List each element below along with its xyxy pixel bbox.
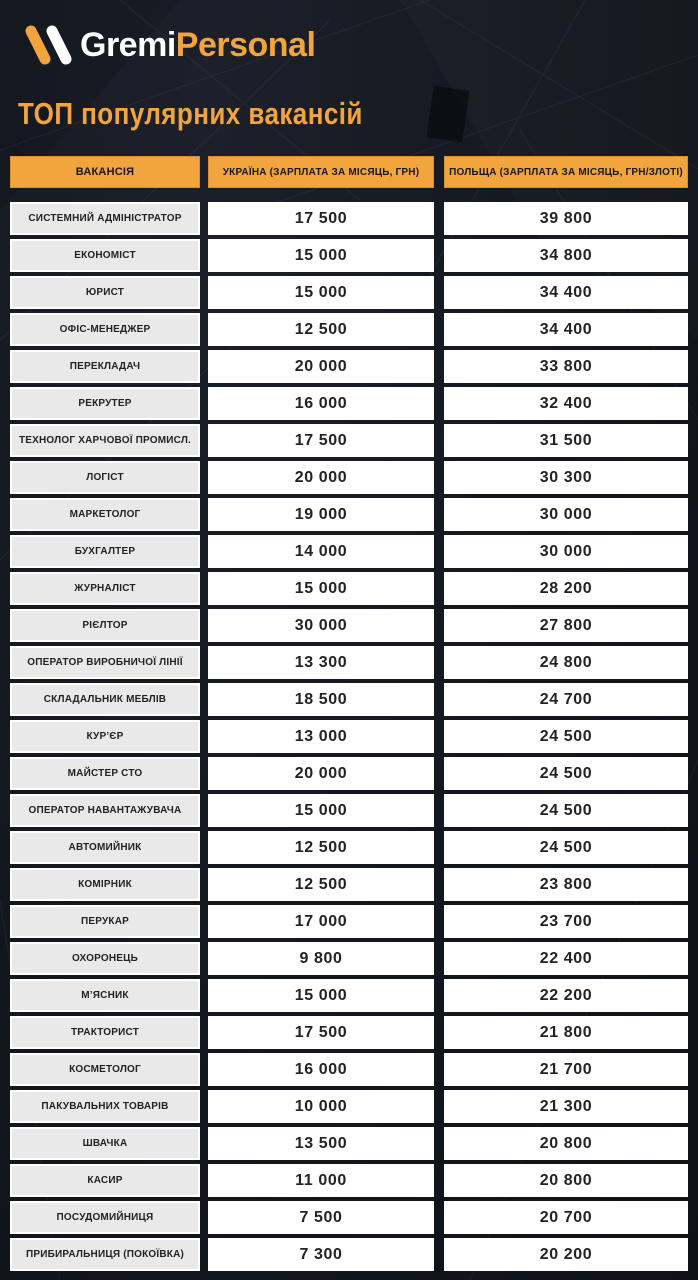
vacancy-cell: ОПЕРАТОР НАВАНТАЖУВАЧА bbox=[10, 794, 200, 827]
table-row bbox=[10, 757, 688, 790]
vacancy-cell: ШВАЧКА bbox=[10, 1127, 200, 1160]
table-row bbox=[10, 239, 688, 272]
poland-salary-cell: 24 500 bbox=[444, 757, 688, 790]
table-row bbox=[10, 1127, 688, 1160]
poland-salary-cell: 27 800 bbox=[444, 609, 688, 642]
poland-salary-cell: 34 400 bbox=[444, 313, 688, 346]
vacancy-cell: КОСМЕТОЛОГ bbox=[10, 1053, 200, 1086]
ukraine-salary-cell: 17 500 bbox=[208, 1016, 434, 1049]
ukraine-salary-cell: 15 000 bbox=[208, 794, 434, 827]
poland-salary-cell: 20 800 bbox=[444, 1127, 688, 1160]
ukraine-salary-cell: 17 500 bbox=[208, 424, 434, 457]
logo-text-primary: Gremi bbox=[80, 26, 176, 64]
vacancy-cell: КАСИР bbox=[10, 1164, 200, 1197]
logo bbox=[18, 24, 680, 66]
poland-salary-cell: 28 200 bbox=[444, 572, 688, 605]
vacancy-cell: ОХОРОНЕЦЬ bbox=[10, 942, 200, 975]
vacancy-cell: МАРКЕТОЛОГ bbox=[10, 498, 200, 531]
ukraine-salary-cell: 15 000 bbox=[208, 239, 434, 272]
table-row bbox=[10, 794, 688, 827]
column-header-poland: ПОЛЬЩА (ЗАРПЛАТА ЗА МІСЯЦЬ, ГРН/ЗЛОТІ) bbox=[444, 156, 688, 188]
header bbox=[0, 0, 698, 132]
ukraine-salary-cell: 12 500 bbox=[208, 831, 434, 864]
poland-salary-cell: 24 800 bbox=[444, 646, 688, 679]
ukraine-salary-cell: 20 000 bbox=[208, 461, 434, 494]
poland-salary-cell: 22 400 bbox=[444, 942, 688, 975]
table-row bbox=[10, 868, 688, 901]
logo-text-secondary: Personal bbox=[175, 26, 316, 64]
vacancy-cell: ОПЕРАТОР ВИРОБНИЧОЇ ЛІНІЇ bbox=[10, 646, 200, 679]
table-row bbox=[10, 942, 688, 975]
ukraine-salary-cell: 7 300 bbox=[208, 1238, 434, 1271]
table-header-row bbox=[10, 156, 688, 188]
ukraine-salary-cell: 7 500 bbox=[208, 1201, 434, 1234]
poland-salary-cell: 20 700 bbox=[444, 1201, 688, 1234]
vacancy-cell: ЮРИСТ bbox=[10, 276, 200, 309]
table-row bbox=[10, 905, 688, 938]
ukraine-salary-cell: 15 000 bbox=[208, 572, 434, 605]
table-row bbox=[10, 313, 688, 346]
table-row bbox=[10, 979, 688, 1012]
poland-salary-cell: 34 400 bbox=[444, 276, 688, 309]
table-row bbox=[10, 572, 688, 605]
vacancy-cell: СКЛАДАЛЬНИК МЕБЛІВ bbox=[10, 683, 200, 716]
poland-salary-cell: 33 800 bbox=[444, 350, 688, 383]
table-row bbox=[10, 535, 688, 568]
column-header-vacancy: ВАКАНСІЯ bbox=[10, 156, 200, 188]
vacancy-cell: МАЙСТЕР СТО bbox=[10, 757, 200, 790]
vacancy-cell: АВТОМИЙНИК bbox=[10, 831, 200, 864]
ukraine-salary-cell: 13 000 bbox=[208, 720, 434, 753]
vacancy-cell: М’ЯСНИК bbox=[10, 979, 200, 1012]
table-row bbox=[10, 1090, 688, 1123]
poland-salary-cell: 24 500 bbox=[444, 831, 688, 864]
ukraine-salary-cell: 12 500 bbox=[208, 868, 434, 901]
poland-salary-cell: 30 000 bbox=[444, 498, 688, 531]
vacancy-cell: РЕКРУТЕР bbox=[10, 387, 200, 420]
vacancy-cell: ЖУРНАЛІСТ bbox=[10, 572, 200, 605]
gremi-personal-logo-icon bbox=[18, 24, 74, 66]
table-row bbox=[10, 498, 688, 531]
poland-salary-cell: 21 800 bbox=[444, 1016, 688, 1049]
vacancy-cell: ПЕРУКАР bbox=[10, 905, 200, 938]
vacancy-cell: ЕКОНОМІСТ bbox=[10, 239, 200, 272]
vacancy-cell: ОФІС-МЕНЕДЖЕР bbox=[10, 313, 200, 346]
salary-comparison-table bbox=[10, 156, 688, 1271]
vacancy-cell: ЛОГІСТ bbox=[10, 461, 200, 494]
poland-salary-cell: 23 800 bbox=[444, 868, 688, 901]
table-row bbox=[10, 609, 688, 642]
poland-salary-cell: 23 700 bbox=[444, 905, 688, 938]
vacancy-cell: КОМІРНИК bbox=[10, 868, 200, 901]
ukraine-salary-cell: 19 000 bbox=[208, 498, 434, 531]
logo-text bbox=[80, 24, 315, 66]
table-row bbox=[10, 720, 688, 753]
ukraine-salary-cell: 13 300 bbox=[208, 646, 434, 679]
ukraine-salary-cell: 18 500 bbox=[208, 683, 434, 716]
ukraine-salary-cell: 20 000 bbox=[208, 350, 434, 383]
ukraine-salary-cell: 15 000 bbox=[208, 979, 434, 1012]
vacancy-cell: ПРИБИРАЛЬНИЦЯ (ПОКОЇВКА) bbox=[10, 1238, 200, 1271]
ukraine-salary-cell: 20 000 bbox=[208, 757, 434, 790]
poland-salary-cell: 24 700 bbox=[444, 683, 688, 716]
ukraine-salary-cell: 16 000 bbox=[208, 1053, 434, 1086]
table-row bbox=[10, 202, 688, 235]
vacancy-cell: ПОСУДОМИЙНИЦЯ bbox=[10, 1201, 200, 1234]
poland-salary-cell: 34 800 bbox=[444, 239, 688, 272]
vacancy-cell: ПЕРЕКЛАДАЧ bbox=[10, 350, 200, 383]
table-row bbox=[10, 1016, 688, 1049]
ukraine-salary-cell: 10 000 bbox=[208, 1090, 434, 1123]
table-row bbox=[10, 387, 688, 420]
poland-salary-cell: 31 500 bbox=[444, 424, 688, 457]
vacancy-cell: ТРАКТОРИСТ bbox=[10, 1016, 200, 1049]
vacancy-cell: ТЕХНОЛОГ ХАРЧОВОЇ ПРОМИСЛ. bbox=[10, 424, 200, 457]
page-title: ТОП популярних вакансій bbox=[18, 96, 363, 131]
ukraine-salary-cell: 13 500 bbox=[208, 1127, 434, 1160]
vacancy-cell: ПАКУВАЛЬНИХ ТОВАРІВ bbox=[10, 1090, 200, 1123]
column-header-ukraine: УКРАЇНА (ЗАРПЛАТА ЗА МІСЯЦЬ, ГРН) bbox=[208, 156, 434, 188]
ukraine-salary-cell: 9 800 bbox=[208, 942, 434, 975]
poland-salary-cell: 24 500 bbox=[444, 794, 688, 827]
table-row bbox=[10, 831, 688, 864]
poland-salary-cell: 30 000 bbox=[444, 535, 688, 568]
table-row bbox=[10, 1238, 688, 1271]
ukraine-salary-cell: 30 000 bbox=[208, 609, 434, 642]
poland-salary-cell: 21 300 bbox=[444, 1090, 688, 1123]
vacancy-cell: РІЄЛТОР bbox=[10, 609, 200, 642]
table-row bbox=[10, 276, 688, 309]
vacancy-cell: БУХГАЛТЕР bbox=[10, 535, 200, 568]
poland-salary-cell: 32 400 bbox=[444, 387, 688, 420]
vacancy-cell: СИСТЕМНИЙ АДМІНІСТРАТОР bbox=[10, 202, 200, 235]
table-row bbox=[10, 424, 688, 457]
poland-salary-cell: 24 500 bbox=[444, 720, 688, 753]
table-row bbox=[10, 1201, 688, 1234]
table-row bbox=[10, 1164, 688, 1197]
ukraine-salary-cell: 14 000 bbox=[208, 535, 434, 568]
ukraine-salary-cell: 16 000 bbox=[208, 387, 434, 420]
table-row bbox=[10, 1053, 688, 1086]
poland-salary-cell: 30 300 bbox=[444, 461, 688, 494]
table-row bbox=[10, 683, 688, 716]
poland-salary-cell: 39 800 bbox=[444, 202, 688, 235]
poland-salary-cell: 20 800 bbox=[444, 1164, 688, 1197]
ukraine-salary-cell: 12 500 bbox=[208, 313, 434, 346]
table-row bbox=[10, 350, 688, 383]
ukraine-salary-cell: 15 000 bbox=[208, 276, 434, 309]
table-body bbox=[10, 202, 688, 1271]
vacancy-cell: КУР’ЄР bbox=[10, 720, 200, 753]
poland-salary-cell: 21 700 bbox=[444, 1053, 688, 1086]
ukraine-salary-cell: 11 000 bbox=[208, 1164, 434, 1197]
ukraine-salary-cell: 17 000 bbox=[208, 905, 434, 938]
ukraine-salary-cell: 17 500 bbox=[208, 202, 434, 235]
table-row bbox=[10, 646, 688, 679]
poland-salary-cell: 20 200 bbox=[444, 1238, 688, 1271]
poland-salary-cell: 22 200 bbox=[444, 979, 688, 1012]
table-row bbox=[10, 461, 688, 494]
